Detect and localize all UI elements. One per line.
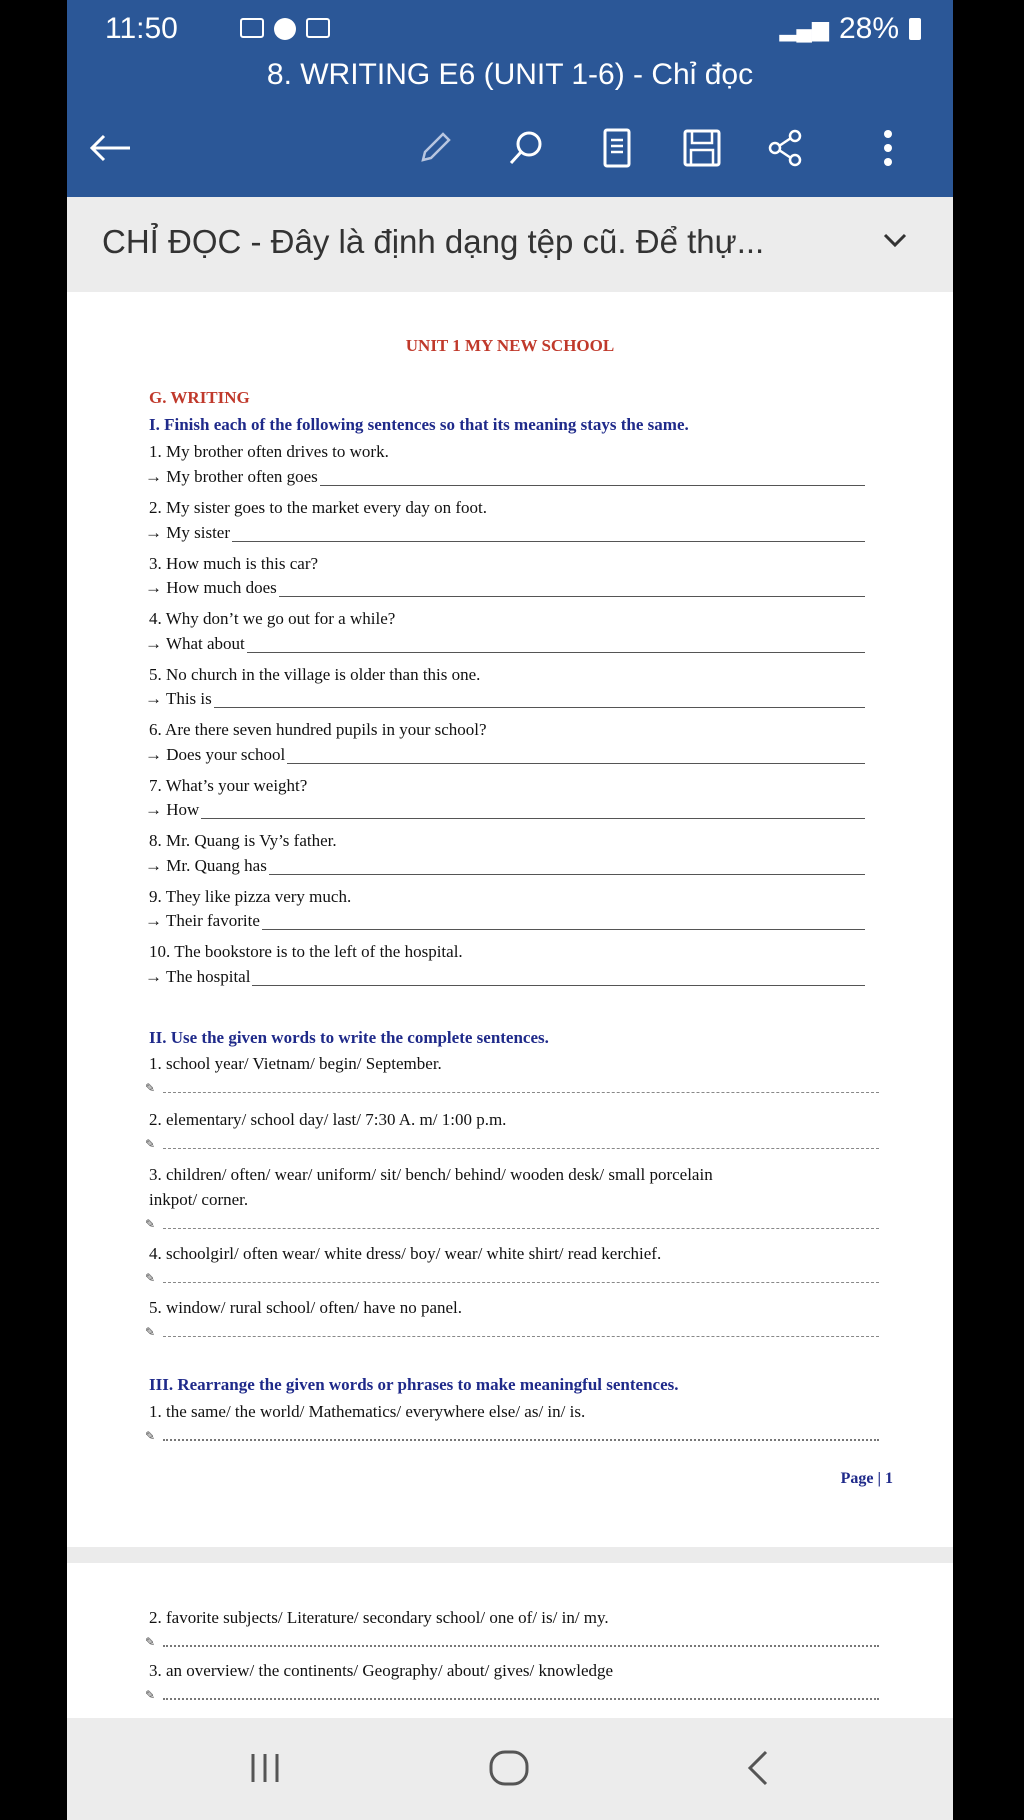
section-3-item-2: 2. favorite subjects/ Literature/ secondary school/ one of/ is/ in/ my. bbox=[149, 1608, 609, 1627]
answer-prompt-1: → My brother often goes bbox=[145, 467, 318, 486]
section-writing-heading: G. WRITING bbox=[149, 388, 250, 407]
reading-mode-button[interactable] bbox=[594, 125, 640, 171]
question-1: 1. My brother often drives to work. bbox=[149, 442, 389, 461]
read-only-banner[interactable] bbox=[67, 197, 953, 293]
section-2-item-1: 1. school year/ Vietnam/ begin/ September. bbox=[149, 1054, 442, 1073]
pencil-mark-icon: ✎ bbox=[145, 1688, 156, 1702]
section-2-answer-4 bbox=[145, 1266, 879, 1288]
home-icon bbox=[487, 1748, 531, 1788]
question-5: 5. No church in the village is older than this one. bbox=[149, 665, 481, 684]
gallery-icon bbox=[240, 18, 264, 38]
nav-back-button[interactable] bbox=[742, 1748, 772, 1792]
section-2-item-4: 4. schoolgirl/ often wear/ white dress/ boy/ wear/ white shirt/ read kerchief. bbox=[149, 1244, 662, 1263]
search-icon bbox=[508, 129, 546, 167]
document-page-2[interactable] bbox=[67, 1563, 953, 1718]
answer-line-1 bbox=[145, 463, 865, 491]
question-4: 4. Why don’t we go out for a while? bbox=[149, 609, 396, 628]
question-2: 2. My sister goes to the market every day on foot. bbox=[149, 498, 488, 517]
answer-prompt-8: → Mr. Quang has bbox=[145, 856, 267, 875]
document-page-1[interactable] bbox=[67, 292, 953, 1547]
status-time: 11:50 bbox=[105, 12, 178, 45]
section-3-answer-2 bbox=[145, 1630, 879, 1652]
phone-screen bbox=[67, 0, 953, 1820]
answer-prompt-9: → Their favorite bbox=[145, 911, 260, 930]
share-icon bbox=[765, 128, 805, 168]
answer-line-10 bbox=[145, 963, 865, 991]
share-button[interactable] bbox=[762, 125, 808, 171]
answer-prompt-7: → How bbox=[145, 800, 200, 819]
section-3-item-1: 1. the same/ the world/ Mathematics/ everywhere else/ as/ in/ is. bbox=[149, 1402, 586, 1421]
section-3-heading: III. Rearrange the given words or phrases to make meaningful sentences. bbox=[149, 1375, 679, 1394]
section-3-answer-3 bbox=[145, 1683, 879, 1705]
answer-prompt-10: → The hospital bbox=[145, 967, 251, 986]
answer-line-6 bbox=[145, 741, 865, 769]
pencil-mark-icon: ✎ bbox=[145, 1271, 156, 1285]
system-nav-bar bbox=[67, 1718, 953, 1820]
question-6: 6. Are there seven hundred pupils in your school? bbox=[149, 720, 487, 739]
section-2-item-2: 2. elementary/ school day/ last/ 7:30 A. m/ 1:00 p.m. bbox=[149, 1110, 507, 1129]
question-3: 3. How much is this car? bbox=[149, 554, 319, 573]
answer-prompt-2: → My sister bbox=[145, 523, 230, 542]
pencil-mark-icon: ✎ bbox=[145, 1429, 156, 1443]
back-chevron-icon bbox=[742, 1748, 772, 1788]
pencil-mark-icon: ✎ bbox=[145, 1137, 156, 1151]
document-title: 8. WRITING E6 (UNIT 1-6) - Chỉ đọc bbox=[266, 58, 754, 91]
question-7: 7. What’s your weight? bbox=[149, 776, 308, 795]
recent-apps-icon bbox=[247, 1748, 283, 1788]
unit-title: UNIT 1 MY NEW SCHOOL bbox=[405, 336, 615, 355]
pen-icon bbox=[417, 130, 453, 166]
section-2-answer-3 bbox=[145, 1212, 879, 1234]
section-3-item-3: 3. an overview/ the continents/ Geography/ about/ gives/ knowledge bbox=[149, 1661, 614, 1680]
status-right bbox=[780, 12, 921, 46]
chevron-down-icon[interactable] bbox=[882, 231, 908, 249]
question-9: 9. They like pizza very much. bbox=[149, 887, 352, 906]
page-number: Page | 1 bbox=[840, 1470, 893, 1487]
toolbar bbox=[67, 125, 953, 175]
back-arrow-icon bbox=[88, 133, 132, 163]
banner-text: CHỈ ĐỌC - Đây là định dạng tệp cũ. Để thự... bbox=[102, 223, 765, 260]
edit-button[interactable] bbox=[412, 125, 458, 171]
status-bar bbox=[105, 10, 921, 50]
more-vert-icon bbox=[882, 128, 894, 168]
pencil-mark-icon: ✎ bbox=[145, 1081, 156, 1095]
question-8: 8. Mr. Quang is Vy’s father. bbox=[149, 831, 337, 850]
section-2-item-5: 5. window/ rural school/ often/ have no panel. bbox=[149, 1298, 463, 1317]
section-2-answer-2 bbox=[145, 1132, 879, 1154]
answer-prompt-3: → How much does bbox=[145, 578, 277, 597]
answer-line-9 bbox=[145, 907, 865, 935]
section-2-heading: II. Use the given words to write the complete sentences. bbox=[149, 1028, 549, 1047]
question-10: 10. The bookstore is to the left of the hospital. bbox=[149, 942, 463, 961]
back-button[interactable] bbox=[87, 125, 133, 171]
section-2-item-3-cont: inkpot/ corner. bbox=[149, 1190, 249, 1209]
section-3-answer-1 bbox=[145, 1424, 879, 1446]
reading-mode-icon bbox=[602, 128, 632, 168]
battery-text: 28% bbox=[838, 12, 899, 45]
answer-line-8 bbox=[145, 852, 865, 880]
home-button[interactable] bbox=[487, 1748, 531, 1792]
save-icon bbox=[682, 128, 722, 168]
answer-prompt-4: → What about bbox=[145, 634, 245, 653]
facebook-icon bbox=[274, 18, 296, 40]
section-1-heading: I. Finish each of the following sentences so that its meaning stays the same. bbox=[149, 415, 689, 434]
pencil-mark-icon: ✎ bbox=[145, 1635, 156, 1649]
signal-icon: ▂▄▆ bbox=[779, 16, 829, 41]
save-button[interactable] bbox=[679, 125, 725, 171]
more-options-button[interactable] bbox=[865, 125, 911, 171]
search-button[interactable] bbox=[504, 125, 550, 171]
recent-apps-button[interactable] bbox=[247, 1748, 283, 1792]
section-2-item-3: 3. children/ often/ wear/ uniform/ sit/ bench/ behind/ wooden desk/ small porcelain bbox=[149, 1165, 713, 1184]
answer-line-2 bbox=[145, 519, 865, 547]
answer-prompt-5: → This is bbox=[145, 689, 212, 708]
app-bar bbox=[67, 0, 953, 197]
pencil-mark-icon: ✎ bbox=[145, 1325, 156, 1339]
battery-icon bbox=[909, 18, 921, 40]
answer-line-7 bbox=[145, 796, 865, 824]
answer-prompt-6: → Does your school bbox=[145, 745, 286, 764]
answer-line-3 bbox=[145, 574, 865, 602]
section-2-answer-1 bbox=[145, 1076, 879, 1098]
notification-icons bbox=[240, 18, 330, 40]
pencil-mark-icon: ✎ bbox=[145, 1217, 156, 1231]
answer-line-4 bbox=[145, 630, 865, 658]
section-2-answer-5 bbox=[145, 1320, 879, 1342]
app-notification-icon bbox=[306, 18, 330, 38]
answer-line-5 bbox=[145, 685, 865, 713]
